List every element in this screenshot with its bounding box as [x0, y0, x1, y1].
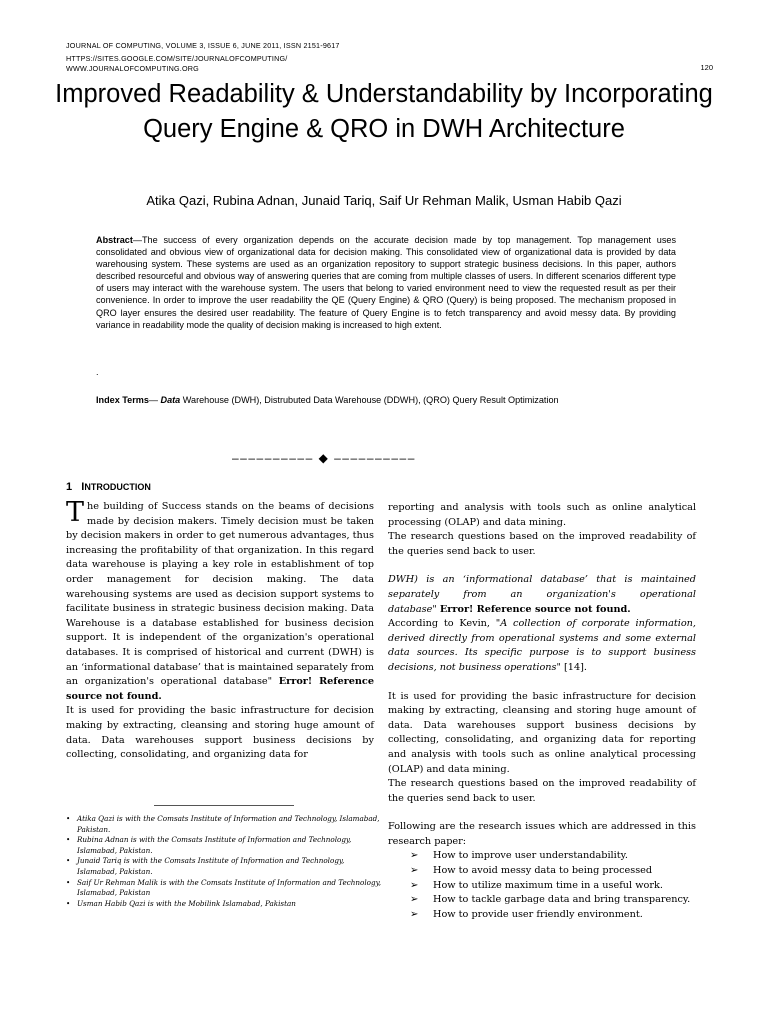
arrow-bullet-icon: ➢ — [410, 850, 419, 862]
section-title-initial: I — [81, 481, 85, 493]
list-item: ➢ How to utilize maximum time in a useful work. — [410, 879, 696, 894]
right-paragraph-6: The research questions based on the improved readability of the queries send back to user. — [388, 778, 696, 804]
abstract — [96, 234, 676, 331]
footnote-item: • Rubina Adnan is with the Comsats Institute of Information and Technology, Islamabad, Pakistan. — [66, 835, 352, 855]
kevin-intro: According to Kevin, — [388, 618, 496, 630]
footnote-item: • Junaid Tariq is with the Comsats Institute of Information and Technology, Islamabad, Pakistan. — [66, 856, 345, 876]
abstract-text: —The success of every organization depends on the accurate decision made by top management. Top management uses consolidated and obvious view of organizational data for decision making. This consolidated view of organizational data is provided by data warehousing system. These systems are used as an organization repository to support strategic business decisions. In this paper, authors described resourceful and obvious way of answering queries that are coming from multiple classes of users. In different scenarios different type of users may interact with the warehouse system. The users that belong to varied environment need to view the requested result as per their convenience. In order to improve the user readability the QE (Query Engine) & QRO (Query) is being proposed. The mechanism proposed in QRO layer ensures the desired user readability. The feature of Query Engine is to fetch transparency and avoid messy data. By providing variance in readability mode the quality of decision making is increased to high extent. — [96, 235, 676, 330]
stray-dot: . — [96, 367, 99, 377]
list-item: ➢ How to improve user understandability. — [410, 849, 696, 864]
index-terms-dash: — — [148, 395, 161, 405]
right-quote-text: DWH) is an ‘informational database’ that is maintained separately from an organization's operational database" — [388, 574, 696, 615]
list-item: ➢ How to provide user friendly environment. — [410, 908, 696, 923]
arrow-bullet-icon: ➢ — [410, 879, 419, 891]
drop-cap: T — [66, 497, 85, 528]
index-terms-italic: Data — [160, 395, 181, 405]
intro-paragraph-2: It is used for providing the basic infrastructure for decision making by extracting, cleansing and storing huge amount of data. Data warehouses support business decisions by collecting, consolidating, and organizing data for — [66, 705, 374, 761]
abstract-label: Abstract — [96, 235, 133, 245]
error-reference-left: Error! Reference source not found. — [66, 676, 374, 702]
page-number: 120 — [700, 63, 713, 72]
index-terms-text: Warehouse (DWH), Distrubuted Data Warehouse (DDWH), (QRO) Query Result Optimization — [180, 395, 559, 405]
right-quote-paragraph — [388, 573, 696, 617]
bullet-icon: • — [66, 856, 71, 866]
journal-header: JOURNAL OF COMPUTING, VOLUME 3, ISSUE 6, JUNE 2011, ISSN 2151-9617 — [66, 41, 340, 50]
journal-www: WWW.JOURNALOFCOMPUTING.ORG — [66, 64, 199, 73]
footnote-item: • Saif Ur Rehman Malik is with the Comsats Institute of Information and Technology, Islamabad, Pakistan — [66, 877, 381, 898]
list-item: ➢ How to tackle garbage data and bring transparency. — [410, 893, 696, 908]
author-footnotes — [66, 814, 382, 909]
paper-title: Improved Readability & Understandability by Incorporating Query Engine & QRO in DWH Architecture — [55, 80, 713, 143]
section-heading — [66, 481, 151, 493]
index-terms-label: Index Terms — [96, 395, 149, 405]
right-paragraph-1: reporting and analysis with tools such as online analytical processing (OLAP) and data mining. — [388, 502, 696, 528]
bullet-icon: • — [66, 835, 71, 845]
footnote-item: • Atika Qazi is with the Comsats Institute of Information and Technology, Islamabad, Pakistan. — [66, 814, 380, 834]
kevin-citation: [14]. — [560, 661, 587, 673]
paper-authors: Atika Qazi, Rubina Adnan, Junaid Tariq, Saif Ur Rehman Malik, Usman Habib Qazi — [146, 193, 622, 208]
right-paragraph-5: It is used for providing the basic infrastructure for decision making by extracting, cleansing and storing huge amount of data. Data warehouses support business decisions by collecting, consolidating, and organizing data for reporting and analysis with tools such as online analytical processing (OLAP) and data mining. — [388, 690, 696, 775]
right-paragraph-2: The research questions based on the improved readability of the queries send back to user. — [388, 531, 696, 557]
section-separator: –––––––––– ◆ –––––––––– — [232, 451, 416, 465]
intro-text-1: he building of Success stands on the beams of decisions made by decision makers. Timely decision must be taken by decision makers in order to get numerous advantages, thus increasing the profitability of that organization. In this regard data warehouse is playing a key role in establishment of top order management for decision making. The data warehousing systems are used as decision support systems to facilitate business in strategic business decision making. Data Warehouse is a database established for business decision support. It is independent of the organization's operational databases. It is comprised of historical and current (DWH) is an ‘informational database’ that is maintained separately from an organization's operational database" — [66, 501, 374, 688]
footnote-divider — [154, 805, 294, 806]
arrow-bullet-icon: ➢ — [410, 865, 419, 877]
arrow-bullet-icon: ➢ — [410, 894, 419, 906]
error-reference-right: Error! Reference source not found. — [439, 603, 631, 615]
bullet-icon: • — [66, 877, 71, 887]
kevin-paragraph — [388, 617, 696, 675]
bullet-icon: • — [66, 898, 71, 908]
journal-url: HTTPS://SITES.GOOGLE.COM/SITE/JOURNALOFCOMPUTING/ — [66, 54, 288, 63]
section-title-rest: NTRODUCTION — [84, 482, 151, 492]
footnote-item: • Usman Habib Qazi is with the Mobilink Islamabad, Pakistan — [66, 898, 296, 908]
list-item: ➢ How to avoid messy data to being processed — [410, 864, 696, 879]
arrow-bullet-icon: ➢ — [410, 908, 419, 920]
intro-paragraph-1 — [66, 497, 374, 704]
kevin-quote: "A collection of corporate information, derived directly from operational systems and some external data sources. Its specific purpose is to support business decisions, not business operations" — [388, 618, 696, 673]
bullet-icon: • — [66, 814, 71, 823]
research-issues-list — [388, 849, 696, 922]
issues-intro: Following are the research issues which are addressed in this research paper: — [388, 821, 696, 847]
column-left — [66, 497, 374, 763]
section-number: 1 — [66, 481, 73, 493]
column-right — [388, 501, 696, 922]
index-terms — [96, 395, 559, 405]
